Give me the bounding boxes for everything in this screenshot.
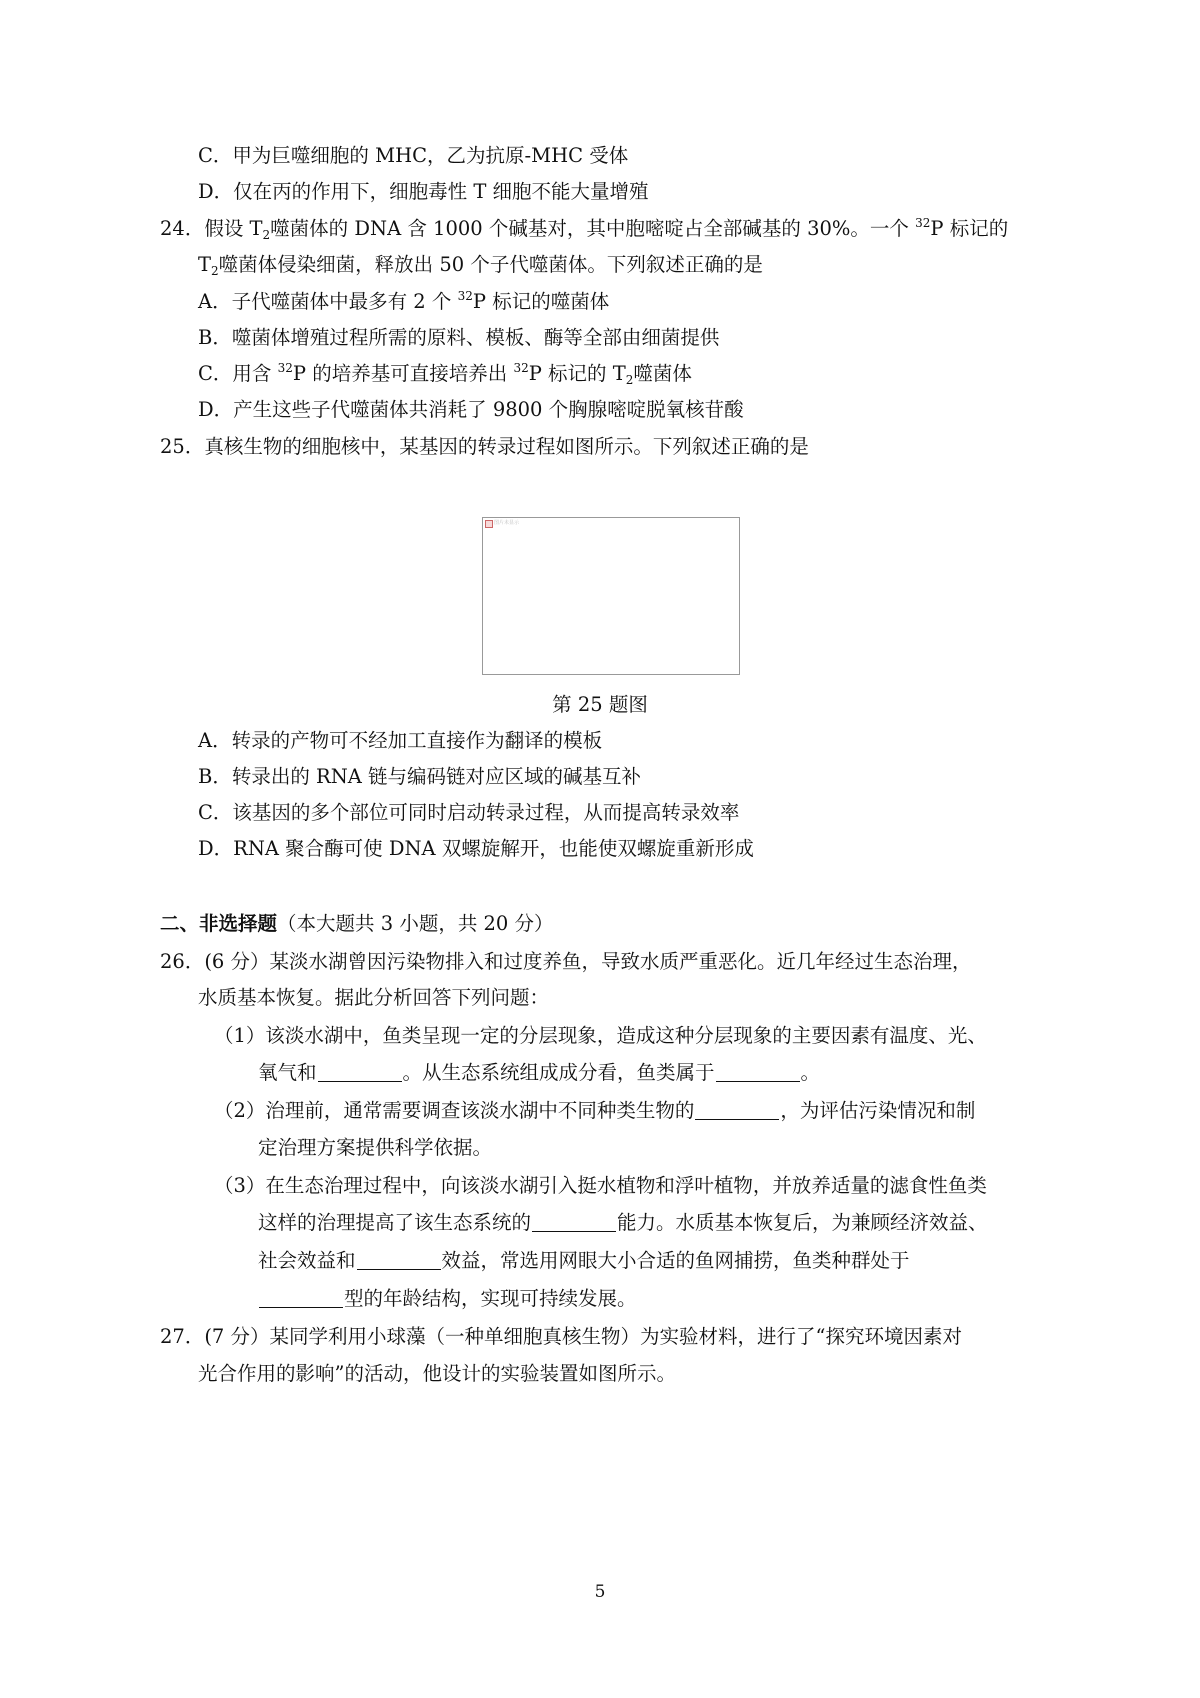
q25-stem: 25．真核生物的细胞核中，某基因的转录过程如图所示。下列叙述正确的是: [160, 435, 809, 458]
q26-part-1-line-1: （1）该淡水湖中，鱼类呈现一定的分层现象，造成这种分层现象的主要因素有温度、光、: [214, 1024, 987, 1047]
answer-blank[interactable]: [259, 1287, 343, 1308]
q26-part-3-line-1: （3）在生态治理过程中，向该淡水湖引入挺水植物和浮叶植物，并放养适量的滤食性鱼类: [214, 1174, 987, 1197]
q26-part-1-line-2: 氧气和 。从生态系统组成成分看，鱼类属于 。: [258, 1061, 821, 1084]
answer-blank[interactable]: [318, 1061, 402, 1082]
answer-blank[interactable]: [695, 1099, 779, 1120]
section-2-heading: [160, 910, 554, 938]
q23-option-d: D．仅在丙的作用下，细胞毒性 T 细胞不能大量增殖: [198, 180, 649, 203]
q25-option-d: D．RNA 聚合酶可使 DNA 双螺旋解开，也能使双螺旋重新形成: [198, 837, 754, 860]
section-2-note: （本大题共 3 小题，共 20 分）: [277, 912, 554, 935]
q26-stem-line-2: 水质基本恢复。据此分析回答下列问题：: [198, 986, 550, 1009]
answer-blank[interactable]: [716, 1061, 800, 1082]
q24-option-d: D．产生这些子代噬菌体共消耗了 9800 个胸腺嘧啶脱氧核苷酸: [198, 398, 744, 421]
q26-part-3-line-2: 这样的治理提高了该生态系统的 能力。水质基本恢复后，为兼顾经济效益、: [258, 1211, 988, 1234]
q26-part-3-line-3: 社会效益和 效益，常选用网眼大小合适的鱼网捕捞，鱼类种群处于: [258, 1249, 910, 1272]
q26-part-2-line-2: 定治理方案提供科学依据。: [258, 1136, 493, 1159]
answer-blank[interactable]: [357, 1249, 441, 1270]
q26-stem-line-1: 26．(6 分）某淡水湖曾因污染物排入和过度养鱼，导致水质严重恶化。近几年经过生态治理，: [160, 950, 972, 973]
q24-stem-line-2: $T_2$噬菌体侵染细菌，释放出 50 个子代噬菌体。下列叙述正确的是: [198, 253, 763, 278]
q24-option-b: B．噬菌体增殖过程所需的原料、模板、酶等全部由细菌提供: [198, 326, 720, 349]
q25-option-c: C．该基因的多个部位可同时启动转录过程，从而提高转录效率: [198, 801, 740, 824]
broken-image-icon: [485, 520, 493, 528]
q24-option-c: C．用含 $^{32}$P 的培养基可直接培养出 $^{32}$P 标记的 $T_2$噬菌体: [198, 361, 692, 387]
q27-stem-line-1: 27．(7 分）某同学利用小球藻（一种单细胞真核生物）为实验材料，进行了“探究环境因素对: [160, 1325, 962, 1348]
q25-figure-placeholder: [482, 517, 740, 675]
q24-stem-line-1: 24．假设 $T_2$噬菌体的 DNA 含 1000 个碱基对，其中胞嘧啶占全部碱基的 30%。一个 $^{32}$P 标记的: [160, 216, 1009, 242]
q24-option-a: A．子代噬菌体中最多有 2 个 $^{32}$P 标记的噬菌体: [198, 289, 610, 313]
answer-blank[interactable]: [532, 1211, 616, 1232]
page-number: 5: [594, 1582, 606, 1602]
figure-alt-text: 图片未显示: [494, 520, 520, 526]
q25-option-b: B．转录出的 RNA 链与编码链对应区域的碱基互补: [198, 765, 642, 788]
q25-figure-caption: 第 25 题图: [552, 693, 648, 716]
q26-part-3-line-4: 型的年龄结构，实现可持续发展。: [258, 1285, 637, 1313]
q26-part-2-line-1: （2）治理前，通常需要调查该淡水湖中不同种类生物的 ，为评估污染情况和制: [214, 1099, 976, 1122]
q27-stem-line-2: 光合作用的影响”的活动，他设计的实验装置如图所示。: [198, 1362, 676, 1385]
q23-option-c: C．甲为巨噬细胞的 MHC，乙为抗原-MHC 受体: [198, 144, 629, 167]
q25-option-a: A．转录的产物可不经加工直接作为翻译的模板: [198, 729, 603, 752]
section-2-title: 二、非选择题: [160, 912, 278, 935]
